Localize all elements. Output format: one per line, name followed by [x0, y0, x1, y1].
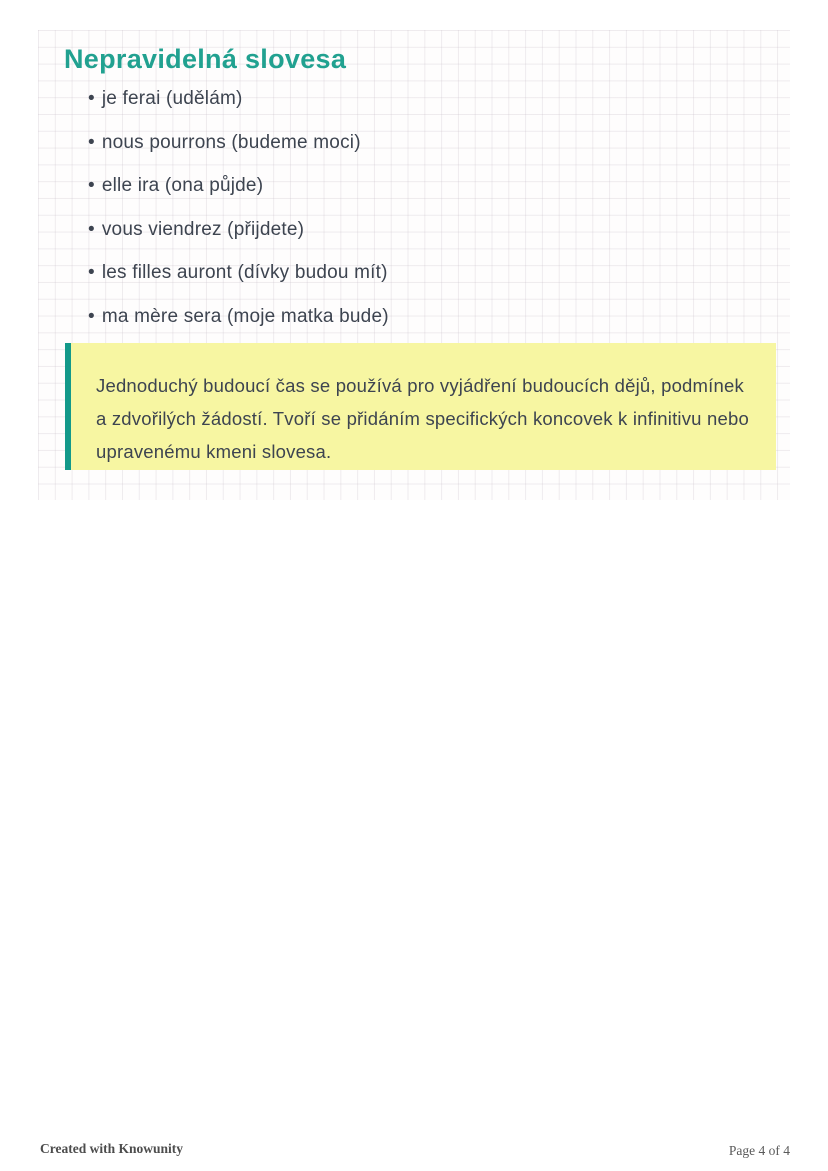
- callout-text: Jednoduchý budoucí čas se používá pro vyjádření budoucích dějů, podmínek a zdvořilých žádostí. Tvoří se přidáním specifických koncovek k infinitivu nebo upravenému kmeni slovesa.: [96, 375, 749, 462]
- verb-list: [38, 77, 790, 339]
- list-item-text: je ferai (udělám): [101, 88, 243, 109]
- page-title: Nepravidelná slovesa: [64, 44, 347, 74]
- list-item-text: les filles auront (dívky budou mít): [101, 262, 388, 284]
- list-item-text: elle ira (ona půjde): [101, 175, 264, 197]
- highlight-callout: [65, 343, 776, 470]
- list-item: [88, 77, 790, 121]
- bullet-dot-icon: •: [88, 88, 95, 109]
- bullet-dot-icon: •: [88, 131, 95, 153]
- bullet-dot-icon: •: [88, 175, 95, 197]
- list-item: [88, 251, 790, 295]
- list-item: [88, 208, 790, 252]
- list-item: [88, 295, 790, 339]
- footer-credit: Created with Knowunity: [40, 1141, 184, 1156]
- list-item: [88, 121, 790, 165]
- bullet-dot-icon: •: [88, 262, 95, 284]
- list-item-text: nous pourrons (budeme moci): [101, 131, 361, 153]
- list-item-text: vous viendrez (přijdete): [101, 218, 305, 240]
- bullet-dot-icon: •: [88, 218, 95, 240]
- bullet-dot-icon: •: [88, 305, 95, 327]
- footer-page-number: Page 4 of 4: [728, 1143, 790, 1158]
- list-item: [88, 164, 790, 208]
- list-item-text: ma mère sera (moje matka bude): [101, 305, 389, 327]
